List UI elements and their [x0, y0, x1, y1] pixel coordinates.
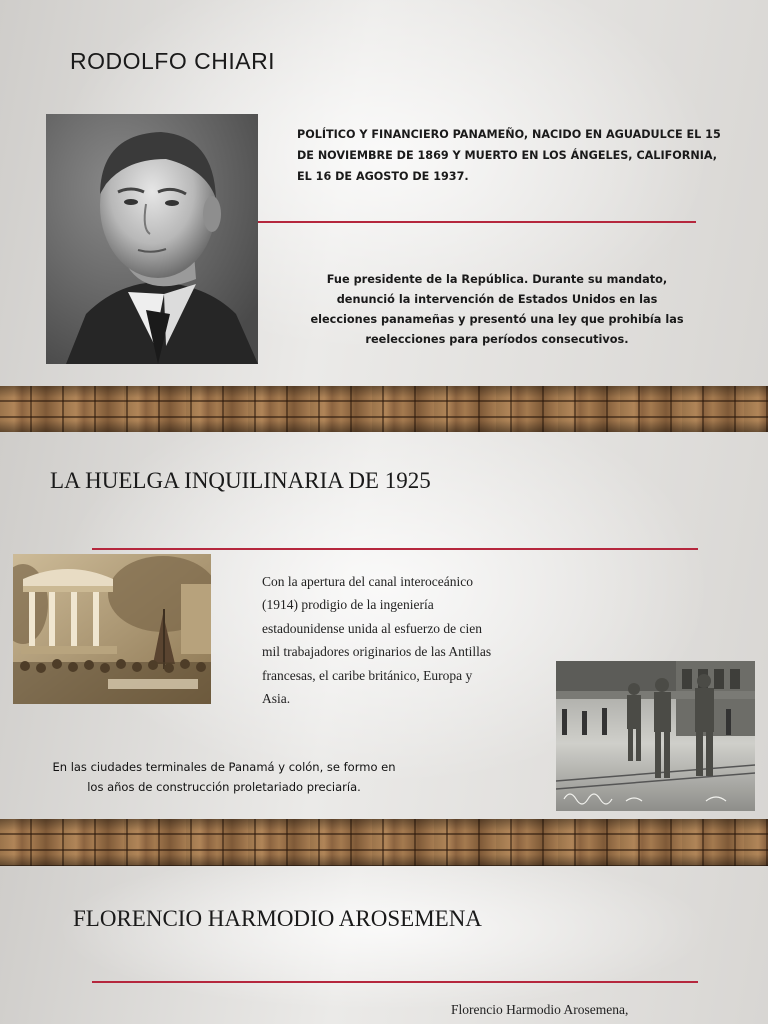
gazebo-crowd-photo: [13, 554, 211, 704]
slide-huelga-inquilinaria: [0, 432, 768, 819]
wood-floor-divider: [0, 386, 768, 432]
portrait-photo: [46, 114, 258, 364]
divider-line: [92, 981, 698, 983]
portrait-illustration: [46, 114, 258, 364]
divider-line: [92, 548, 698, 550]
presidency-text: Fue presidente de la República. Durante su mandato, denunció la intervención de Estados Unidos en las elecciones panameñas y presentó una ley que prohibía las reelecciones para períodos consecutivos.: [310, 273, 684, 346]
slide-florencio-arosemena: [0, 866, 768, 1024]
slide-title: RODOLFO CHIARI: [70, 48, 276, 74]
slide-title: LA HUELGA INQUILINARIA DE 1925: [50, 468, 431, 493]
slide-rodolfo-chiari: [0, 0, 768, 386]
slide-title: FLORENCIO HARMODIO AROSEMENA: [73, 906, 482, 931]
bw-photo-illustration: [556, 661, 755, 811]
canal-text: Con la apertura del canal interoceánico (1914) prodigio de la ingeniería estadounidense unida al esfuerzo de cien mil trabajadores originarios de las Antillas francesas, el caribe británico, Europa y Asia.: [262, 574, 492, 707]
bio-text: POLÍTICO Y FINANCIERO PANAMEÑO, NACIDO EN AGUADULCE EL 15 DE NOVIEMBRE DE 1869 Y MUERTO EN LOS ÁNGELES, CALIFORNIA, EL 16 DE AGOSTO DE 1937.: [297, 128, 721, 183]
street-soldiers-photo: [556, 661, 755, 811]
wood-floor-divider: [0, 819, 768, 866]
divider-line: [258, 221, 696, 223]
sepia-photo-illustration: [13, 554, 211, 704]
arosemena-text: Florencio Harmodio Arosemena,: [451, 1002, 629, 1017]
cities-text: En las ciudades terminales de Panamá y colón, se formo en los años de construcción proletariado preciaría.: [52, 760, 396, 794]
